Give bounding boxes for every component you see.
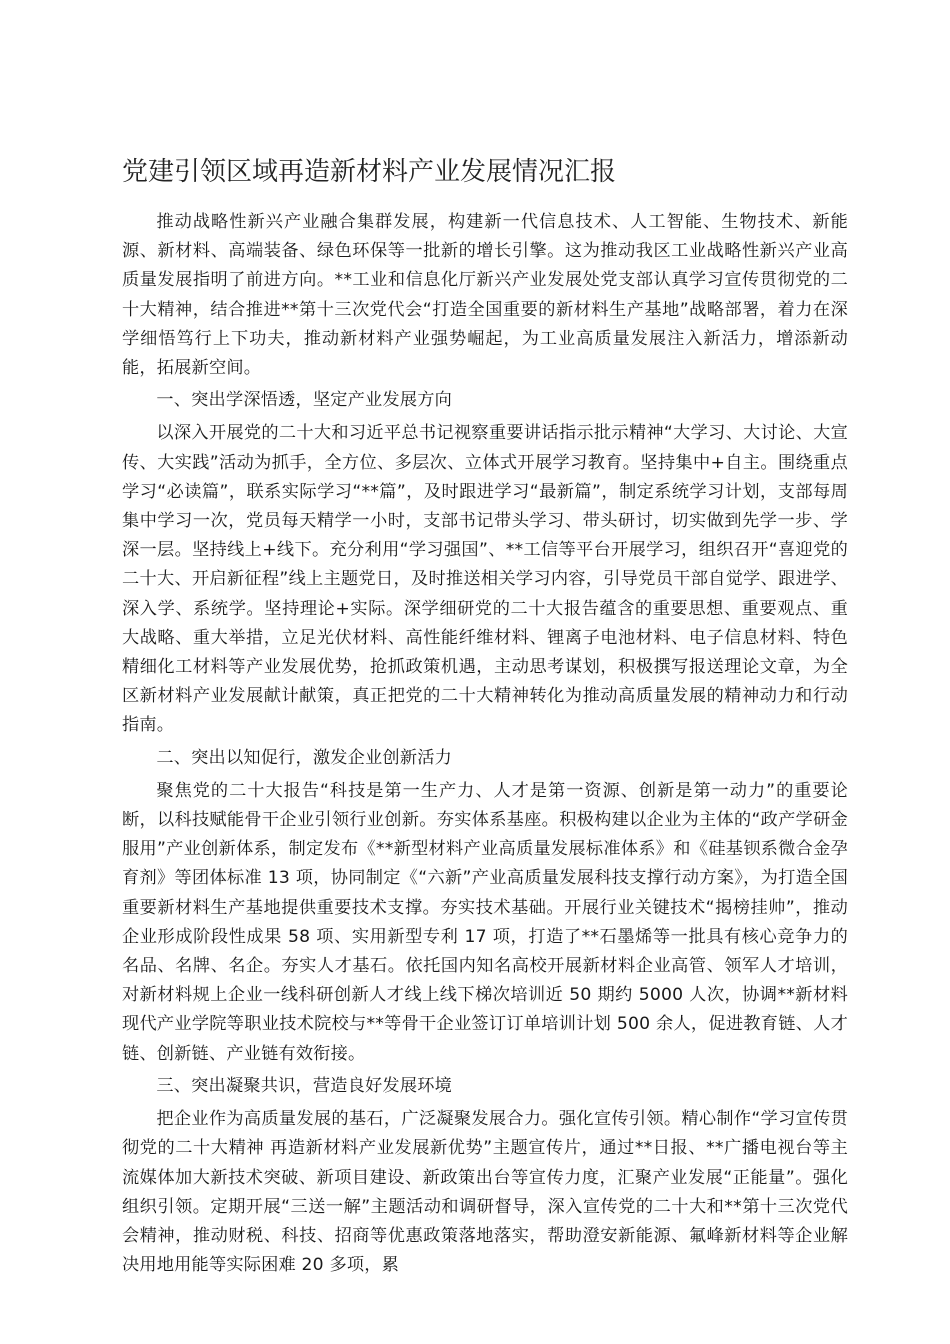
section-2-body: 聚焦党的二十大报告“科技是第一生产力、人才是第一资源、创新是第一动力”的重要论断，以科技赋能骨干企业引领行业创新。夯实体系基座。积极构建以企业为主体的“政产学研金服用”产业创新体系，制定发布《**新型材料产业高质量发展标准体系》和《硅基钡系微合金孕育剂》等团体标准 13 项，协同制定《“六新”产业高质量发展科技支撑行动方案》，为打造全国重要新材料生产基地提供重要技术支撑。夯实技术基础。开展行业关键技术“揭榜挂帅”，推动企业形成阶段性成果 58 项、实用新型专利 17 项，打造了**石墨烯等一批具有核心竞争力的名品、名牌、名企。夯实人才基石。依托国内知名高校开展新材料企业高管、领军人才培训，对新材料规上企业一线科研创新人才线上线下梯次培训近 50 期约 5000 人次，协调**新材料现代产业学院等职业技术院校与**等骨干企业签订订单培训计划 500 余人，促进教育链、人才链、创新链、产业链有效衔接。 <box>122 780 848 1064</box>
document-title: 党建引领区域再造新材料产业发展情况汇报 <box>122 157 617 187</box>
section-3-heading: 三、突出凝聚共识，营造良好发展环境 <box>156 1075 452 1096</box>
section-1-heading: 一、突出学深悟透，坚定产业发展方向 <box>156 390 452 411</box>
section-1-body: 以深入开展党的二十大和习近平总书记视察重要讲话指示批示精神“大学习、大讨论、大宣传、大实践”活动为抓手，全方位、多层次、立体式开展学习教育。坚持集中+自主。围绕重点学习“必读篇”，联系实际学习“**篇”，及时跟进学习“最新篇”，制定系统学习计划，支部每周集中学习一次，党员每天精学一小时，支部书记带头学习、带头研讨，切实做到先学一步、学深一层。坚持线上+线下。充分利用“学习强国”、**工信等平台开展学习，组织召开“喜迎党的二十大、开启新征程”线上主题党日，及时推送相关学习内容，引导党员干部自觉学、跟进学、深入学、系统学。坚持理论+实际。深学细研党的二十大报告蕴含的重要思想、重要观点、重大战略、重大举措，立足光伏材料、高性能纤维材料、锂离子电池材料、电子信息材料、特色精细化工材料等产业发展优势，抢抓政策机遇，主动思考谋划，积极撰写报送理论文章，为全区新材料产业发展献计献策，真正把党的二十大精神转化为推动高质量发展的精神动力和行动指南。 <box>122 423 848 736</box>
document-page <box>122 150 848 1280</box>
section-3-body: 把企业作为高质量发展的基石，广泛凝聚发展合力。强化宣传引领。精心制作“学习宣传贯彻党的二十大精神 再造新材料产业发展新优势”主题宣传片，通过**日报、**广播电视台等主流媒体加大新技术突破、新项目建设、新政策出台等宣传力度，汇聚产业发展“正能量”。强化组织引领。定期开展“三送一解”主题活动和调研督导，深入宣传党的二十大和**第十三次党代会精神，推动财税、科技、招商等优惠政策落地落实，帮助澄安新能源、氟峰新材料等企业解决用地用能等实际困难 20 多项，累 <box>122 1109 848 1276</box>
section-2-heading: 二、突出以知促行，激发企业创新活力 <box>156 747 452 768</box>
intro-paragraph: 推动战略性新兴产业融合集群发展，构建新一代信息技术、人工智能、生物技术、新能源、新材料、高端装备、绿色环保等一批新的增长引擎。这为推动我区工业战略性新兴产业高质量发展指明了前进方向。**工业和信息化厅新兴产业发展处党支部认真学习宣传贯彻党的二十大精神，结合推进**第十三次党代会“打造全国重要的新材料生产基地”战略部署，着力在深学细悟笃行上下功夫，推动新材料产业强势崛起，为工业高质量发展注入新活力，增添新动能，拓展新空间。 <box>122 212 848 379</box>
